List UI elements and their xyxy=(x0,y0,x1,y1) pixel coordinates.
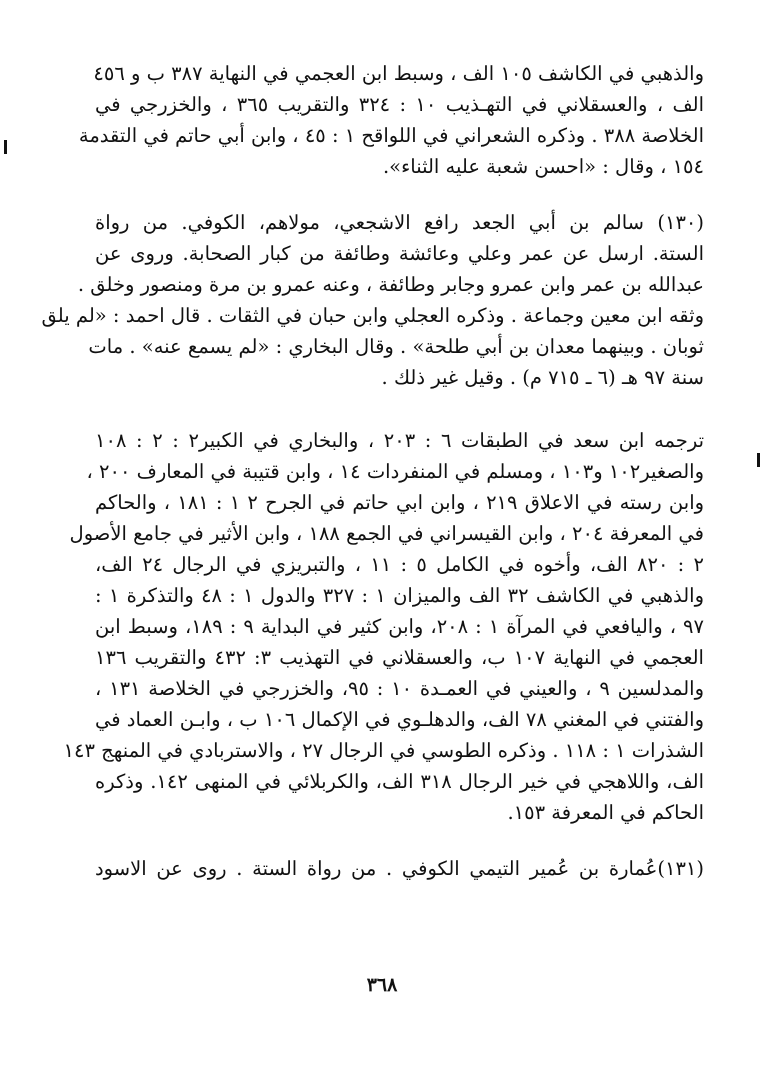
text-line: الستة. ارسل عن عمر وعلي وعائشة وطائفة من كبار الصحابة. وروى عن xyxy=(95,242,704,265)
paragraph-entry-131 xyxy=(95,853,704,884)
text-line: ٢ : ٨٢٠ الف، وأخوه في الكامل ٥ : ١١ ، والتبريزي في الرجال ٢٤ الف، xyxy=(95,553,704,576)
text-line: والمدلسين ٩ ، والعيني في العمـدة ١٠ : ٩٥، والخزرجي في الخلاصة ١٣١ ، xyxy=(95,677,704,700)
paragraph-sources-end xyxy=(78,58,705,182)
text-line: والفتني في المغني ٧٨ الف، والدهلـوي في الإكمال ١٠٦ ب ، وابـن العماد في xyxy=(95,708,704,731)
text-line: والصغير١٠٢ و١٠٣ ، ومسلم في المنفردات ١٤ ، وابن قتيبة في المعارف ٢٠٠ ، xyxy=(86,460,704,483)
text-line: والذهبي في الكاشف ١٠٥ الف ، وسبط ابن العجمي في النهاية ٣٨٧ ب و ٤٥٦ xyxy=(93,62,704,85)
text-line: والذهبي في الكاشف ٣٢ الف والميزان ١ : ٣٢٧ والدول ١ : ٤٨ والتذكرة ١ : xyxy=(95,584,705,607)
text-line: (١٣٠) سالم بن أبي الجعد رافع الاشجعي، مولاهم، الكوفي. من رواة xyxy=(95,211,704,234)
text-line: العجمي في النهاية ١٠٧ ب، والعسقلاني في التهذيب ٣: ٤٣٢ والتقريب ١٣٦ xyxy=(95,646,704,669)
text-line: سنة ٩٧ هـ (٦ ـ ٧١٥ م) . وقيل غير ذلك . xyxy=(381,366,704,389)
edge-mark xyxy=(757,453,760,467)
text-line: في المعرفة ٢٠٤ ، وابن القيسراني في الجمع ١٨٨ ، وابن الأثير في جامع الأصول xyxy=(69,522,704,545)
text-line: وثقه ابن معين وجماعة . وذكره العجلي وابن حبان في الثقات . قال احمد : «لم يلق xyxy=(41,304,704,327)
text-line: عبدالله بن عمر وابن عمرو وجابر وطائفة ، وعنه عمرو بن مرة ومنصور وخلق . xyxy=(77,273,704,296)
edge-mark xyxy=(4,140,7,154)
text-line: الحاكم في المعرفة ١٥٣. xyxy=(507,801,704,824)
page-number: ٣٦٨ xyxy=(366,974,398,996)
text-line: ترجمه ابن سعد في الطبقات ٦ : ٢٠٣ ، والبخاري في الكبير٢ : ٢ : ١٠٨ xyxy=(95,429,705,452)
text-line: الف ، والعسقلاني في التهـذيب ١٠ : ٣٢٤ والتقريب ٣٦٥ ، والخزرجي في xyxy=(95,93,705,116)
paragraph-entry-130 xyxy=(41,207,704,393)
text-line: ٩٧ ، واليافعي في المرآة ١ : ٢٠٨، وابن كثير في البداية ٩ : ١٨٩، وسبط ابن xyxy=(95,615,704,638)
text-line: وابن رسته في الاعلاق ٢١٩ ، وابن ابي حاتم في الجرح ٢ ١ : ١٨١ ، والحاكم xyxy=(95,491,705,514)
text-line: الشذرات ١ : ١١٨ . وذكره الطوسي في الرجال ٢٧ ، والاستربادي في المنهج ١٤٣ xyxy=(63,739,704,762)
text-line: ١٥٤ ، وقال : «احسن شعبة عليه الثناء». xyxy=(382,155,704,178)
text-line: (١٣١)عُمارة بن عُمير التيمي الكوفي . من رواة الستة . روى عن الاسود xyxy=(95,857,704,880)
paragraph-entry-130-sources xyxy=(63,425,705,828)
text-line: ثوبان . وبينهما معدان بن أبي طلحة» . وقال البخاري : «لم يسمع عنه» . مات xyxy=(88,335,704,358)
text-line: الخلاصة ٣٨٨ . وذكره الشعراني في اللواقح ١ : ٤٥ ، وابن أبي حاتم في التقدمة xyxy=(78,124,704,147)
text-line: الف، واللاهجي في خير الرجال ٣١٨ الف، والكربلائي في المنهى ١٤٢. وذكره xyxy=(95,770,704,793)
